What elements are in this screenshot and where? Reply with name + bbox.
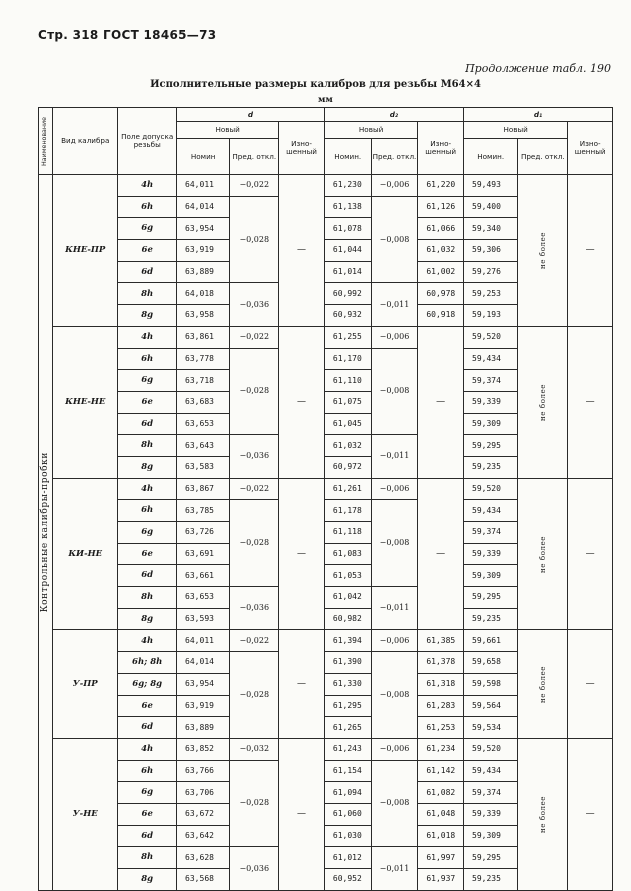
ne-bolee-label: не более — [538, 665, 548, 703]
d2-nominal: 61,045 — [324, 413, 371, 435]
d1-nominal: 59,193 — [464, 305, 518, 327]
d-nominal: 63,778 — [177, 348, 230, 370]
d1-nominal: 59,309 — [464, 565, 518, 587]
d-worn: — — [279, 326, 325, 478]
d2-worn: 61,997 — [418, 847, 464, 869]
d2-nominal: 60,972 — [324, 456, 371, 478]
d-deviation: −0,022 — [230, 326, 279, 348]
d1-nominal: 59,493 — [464, 175, 518, 197]
d1-nominal: 59,534 — [464, 717, 518, 739]
d1-worn: — — [568, 175, 613, 327]
d2-nominal: 60,932 — [324, 305, 371, 327]
header-iznosh-d1: Изно-шенный — [568, 122, 613, 175]
d-nominal: 63,954 — [177, 218, 230, 240]
d2-nominal: 61,390 — [324, 652, 371, 674]
table-row — [39, 326, 613, 348]
d1-nominal: 59,253 — [464, 283, 518, 305]
d2-nominal: 61,042 — [324, 587, 371, 609]
d2-nominal: 61,032 — [324, 435, 371, 457]
field-cell: 6g — [118, 218, 177, 240]
d2-deviation: −0,011 — [371, 435, 418, 478]
d2-nominal: 61,295 — [324, 695, 371, 717]
d-deviation: −0,022 — [230, 630, 279, 652]
d1-nominal: 59,434 — [464, 348, 518, 370]
field-cell: 8g — [118, 456, 177, 478]
field-cell: 6g — [118, 782, 177, 804]
calibre-table — [38, 107, 613, 891]
table-row — [39, 630, 613, 652]
d1-nominal: 59,520 — [464, 326, 518, 348]
d2-nominal: 61,330 — [324, 673, 371, 695]
d2-deviation: −0,006 — [371, 175, 418, 197]
unit-label: мм — [318, 95, 333, 105]
d1-worn: — — [568, 630, 613, 738]
continuation-note: Продолжение табл. 190 — [465, 62, 611, 75]
d2-nominal: 61,265 — [324, 717, 371, 739]
d-nominal: 63,583 — [177, 456, 230, 478]
d2-nominal: 61,060 — [324, 803, 371, 825]
d1-nominal: 59,235 — [464, 869, 518, 891]
d1-nominal: 59,658 — [464, 652, 518, 674]
header-nomin-d2: Номин. — [324, 139, 371, 175]
d2-worn: 61,385 — [418, 630, 464, 652]
d-nominal: 64,011 — [177, 630, 230, 652]
d2-nominal: 61,094 — [324, 782, 371, 804]
d2-nominal: 60,952 — [324, 869, 371, 891]
d1-nominal: 59,598 — [464, 673, 518, 695]
d2-worn: 61,318 — [418, 673, 464, 695]
field-cell: 8h — [118, 435, 177, 457]
d2-worn: 61,253 — [418, 717, 464, 739]
d2-worn: 61,082 — [418, 782, 464, 804]
d2-nominal: 61,255 — [324, 326, 371, 348]
d-worn: — — [279, 175, 325, 327]
d2-worn: — — [418, 326, 464, 478]
d2-nominal: 61,110 — [324, 370, 371, 392]
header-nomin-d1: Номин. — [464, 139, 518, 175]
header-d: d — [177, 108, 325, 122]
d-nominal: 63,661 — [177, 565, 230, 587]
d1-deviation — [518, 738, 568, 890]
d-deviation: −0,028 — [230, 348, 279, 435]
d-nominal: 64,014 — [177, 652, 230, 674]
d1-nominal: 59,309 — [464, 825, 518, 847]
field-cell: 6d — [118, 413, 177, 435]
d2-deviation: −0,006 — [371, 478, 418, 500]
d-nominal: 64,011 — [177, 175, 230, 197]
field-cell: 6h — [118, 500, 177, 522]
d-nominal: 63,889 — [177, 261, 230, 283]
table-row — [39, 478, 613, 500]
field-cell: 6d — [118, 825, 177, 847]
ne-bolee-label: не более — [538, 535, 548, 573]
d2-deviation: −0,011 — [371, 283, 418, 326]
header-novyi-d1: Новый — [464, 122, 568, 139]
d1-deviation — [518, 175, 568, 327]
d2-deviation: −0,011 — [371, 847, 418, 890]
kind-cell: КНЕ-НЕ — [53, 326, 118, 478]
field-cell: 8g — [118, 608, 177, 630]
d2-nominal: 61,261 — [324, 478, 371, 500]
ne-bolee-label: не более — [538, 231, 548, 269]
d2-deviation: −0,008 — [371, 348, 418, 435]
header-pole: Поле допуска резьбы — [118, 108, 177, 175]
header-novyi-d2: Новый — [324, 122, 417, 139]
d-worn: — — [279, 478, 325, 630]
d-nominal: 63,653 — [177, 413, 230, 435]
field-cell: 4h — [118, 326, 177, 348]
d2-worn: 60,978 — [418, 283, 464, 305]
field-cell: 6d — [118, 565, 177, 587]
d-nominal: 63,706 — [177, 782, 230, 804]
d-deviation: −0,028 — [230, 196, 279, 283]
d-deviation: −0,022 — [230, 478, 279, 500]
d2-nominal: 61,243 — [324, 738, 371, 760]
d2-deviation: −0,011 — [371, 587, 418, 630]
d2-worn: 60,918 — [418, 305, 464, 327]
d2-worn: 61,283 — [418, 695, 464, 717]
field-cell: 6g — [118, 370, 177, 392]
page-header: Стр. 318 ГОСТ 18465—73 — [38, 28, 217, 42]
header-iznosh-d2: Изно-шенный — [418, 122, 464, 175]
d-nominal: 63,593 — [177, 608, 230, 630]
ne-bolee-label: не более — [538, 795, 548, 833]
d1-nominal: 59,400 — [464, 196, 518, 218]
d2-worn: 61,142 — [418, 760, 464, 782]
d2-worn: — — [418, 478, 464, 630]
d1-nominal: 59,434 — [464, 500, 518, 522]
d-deviation: −0,028 — [230, 500, 279, 587]
d-nominal: 63,718 — [177, 370, 230, 392]
d1-nominal: 59,339 — [464, 391, 518, 413]
d1-nominal: 59,276 — [464, 261, 518, 283]
d1-nominal: 59,309 — [464, 413, 518, 435]
field-cell: 6g — [118, 522, 177, 544]
field-cell: 6h — [118, 348, 177, 370]
d2-worn: 61,126 — [418, 196, 464, 218]
header-novyi-d: Новый — [177, 122, 279, 139]
field-cell: 4h — [118, 175, 177, 197]
d-deviation: −0,036 — [230, 847, 279, 890]
d-nominal: 63,919 — [177, 695, 230, 717]
d2-nominal: 61,083 — [324, 543, 371, 565]
table-title: Исполнительные размеры калибров для резьбы М64×4 — [150, 79, 481, 90]
d2-nominal: 61,230 — [324, 175, 371, 197]
d1-nominal: 59,374 — [464, 370, 518, 392]
d2-nominal: 60,992 — [324, 283, 371, 305]
d2-nominal: 61,075 — [324, 391, 371, 413]
d2-worn: 61,234 — [418, 738, 464, 760]
d1-nominal: 59,295 — [464, 587, 518, 609]
d-nominal: 63,919 — [177, 240, 230, 262]
kind-cell: У-ПР — [53, 630, 118, 738]
d-nominal: 63,785 — [177, 500, 230, 522]
header-d1: d₁ — [464, 108, 613, 122]
d2-worn: 61,032 — [418, 240, 464, 262]
field-cell: 4h — [118, 738, 177, 760]
d1-nominal: 59,564 — [464, 695, 518, 717]
d-nominal: 64,014 — [177, 196, 230, 218]
d1-worn: — — [568, 326, 613, 478]
field-cell: 6h; 8h — [118, 652, 177, 674]
field-cell: 6e — [118, 391, 177, 413]
field-cell: 8g — [118, 869, 177, 891]
d-nominal: 63,568 — [177, 869, 230, 891]
field-cell: 6e — [118, 803, 177, 825]
d2-nominal: 61,170 — [324, 348, 371, 370]
d2-nominal: 61,138 — [324, 196, 371, 218]
d1-nominal: 59,295 — [464, 847, 518, 869]
d2-deviation: −0,008 — [371, 500, 418, 587]
d1-nominal: 59,339 — [464, 543, 518, 565]
field-cell: 6e — [118, 240, 177, 262]
d2-worn: 61,937 — [418, 869, 464, 891]
d1-nominal: 59,340 — [464, 218, 518, 240]
d-nominal: 63,672 — [177, 803, 230, 825]
d-deviation: −0,028 — [230, 760, 279, 847]
d-nominal: 63,642 — [177, 825, 230, 847]
field-cell: 4h — [118, 478, 177, 500]
d2-worn: 61,220 — [418, 175, 464, 197]
d2-nominal: 61,012 — [324, 847, 371, 869]
field-cell: 4h — [118, 630, 177, 652]
d2-worn: 61,048 — [418, 803, 464, 825]
d2-nominal: 61,044 — [324, 240, 371, 262]
d-deviation: −0,036 — [230, 435, 279, 478]
d2-nominal: 61,394 — [324, 630, 371, 652]
d-nominal: 63,867 — [177, 478, 230, 500]
d-nominal: 63,852 — [177, 738, 230, 760]
d-nominal: 63,628 — [177, 847, 230, 869]
d2-deviation: −0,006 — [371, 630, 418, 652]
d-deviation: −0,036 — [230, 587, 279, 630]
d1-nominal: 59,295 — [464, 435, 518, 457]
d-nominal: 63,958 — [177, 305, 230, 327]
header-pred-d1: Пред. откл. — [518, 139, 568, 175]
family-label: Контрольные калибры-пробки — [40, 452, 51, 613]
d-worn: — — [279, 630, 325, 738]
header-nomin-d: Номин — [177, 139, 230, 175]
field-cell: 8h — [118, 587, 177, 609]
table-body — [39, 175, 613, 891]
d-nominal: 63,726 — [177, 522, 230, 544]
family-cell — [39, 175, 53, 891]
ne-bolee-label: не более — [538, 383, 548, 421]
field-cell: 6d — [118, 261, 177, 283]
d2-worn: 61,002 — [418, 261, 464, 283]
header-pred-d: Пред. откл. — [230, 139, 279, 175]
field-cell: 6d — [118, 717, 177, 739]
d2-deviation: −0,008 — [371, 196, 418, 283]
d1-nominal: 59,339 — [464, 803, 518, 825]
d1-nominal: 59,235 — [464, 456, 518, 478]
d-nominal: 63,691 — [177, 543, 230, 565]
header-d2: d₂ — [324, 108, 463, 122]
d1-deviation — [518, 630, 568, 738]
d1-nominal: 59,235 — [464, 608, 518, 630]
d-nominal: 63,653 — [177, 587, 230, 609]
d-deviation: −0,036 — [230, 283, 279, 326]
table-row — [39, 175, 613, 197]
d2-nominal: 61,078 — [324, 218, 371, 240]
d2-deviation: −0,006 — [371, 738, 418, 760]
d-nominal: 64,018 — [177, 283, 230, 305]
header-vid: Вид калибра — [53, 108, 118, 175]
d1-nominal: 59,520 — [464, 478, 518, 500]
field-cell: 8h — [118, 847, 177, 869]
d2-worn: 61,066 — [418, 218, 464, 240]
d2-deviation: −0,008 — [371, 652, 418, 739]
d1-deviation — [518, 478, 568, 630]
field-cell: 8g — [118, 305, 177, 327]
d-deviation: −0,032 — [230, 738, 279, 760]
d1-nominal: 59,374 — [464, 522, 518, 544]
field-cell: 8h — [118, 283, 177, 305]
d1-worn: — — [568, 478, 613, 630]
field-cell: 6h — [118, 760, 177, 782]
header-iznosh-d: Изно-шенный — [279, 122, 325, 175]
field-cell: 6h — [118, 196, 177, 218]
header-naimenovanie: Наименование — [39, 108, 53, 175]
d2-nominal: 61,030 — [324, 825, 371, 847]
d2-deviation: −0,006 — [371, 326, 418, 348]
d2-nominal: 60,982 — [324, 608, 371, 630]
d-nominal: 63,954 — [177, 673, 230, 695]
d2-worn: 61,018 — [418, 825, 464, 847]
d1-deviation — [518, 326, 568, 478]
d2-worn: 61,378 — [418, 652, 464, 674]
d1-nominal: 59,520 — [464, 738, 518, 760]
d-nominal: 63,643 — [177, 435, 230, 457]
d1-nominal: 59,661 — [464, 630, 518, 652]
d-nominal: 63,889 — [177, 717, 230, 739]
d2-nominal: 61,014 — [324, 261, 371, 283]
d-worn: — — [279, 738, 325, 890]
d1-worn: — — [568, 738, 613, 890]
d-deviation: −0,022 — [230, 175, 279, 197]
d1-nominal: 59,306 — [464, 240, 518, 262]
d1-nominal: 59,374 — [464, 782, 518, 804]
d2-nominal: 61,053 — [324, 565, 371, 587]
d2-nominal: 61,154 — [324, 760, 371, 782]
d1-nominal: 59,434 — [464, 760, 518, 782]
field-cell: 6e — [118, 543, 177, 565]
table-row — [39, 738, 613, 760]
d-deviation: −0,028 — [230, 652, 279, 739]
d-nominal: 63,766 — [177, 760, 230, 782]
field-cell: 6g; 8g — [118, 673, 177, 695]
d2-nominal: 61,118 — [324, 522, 371, 544]
kind-cell: КИ-НЕ — [53, 478, 118, 630]
d2-deviation: −0,008 — [371, 760, 418, 847]
d2-nominal: 61,178 — [324, 500, 371, 522]
kind-cell: КНЕ-ПР — [53, 175, 118, 327]
field-cell: 6e — [118, 695, 177, 717]
kind-cell: У-НЕ — [53, 738, 118, 890]
d-nominal: 63,683 — [177, 391, 230, 413]
d-nominal: 63,861 — [177, 326, 230, 348]
header-pred-d2: Пред. откл. — [371, 139, 418, 175]
